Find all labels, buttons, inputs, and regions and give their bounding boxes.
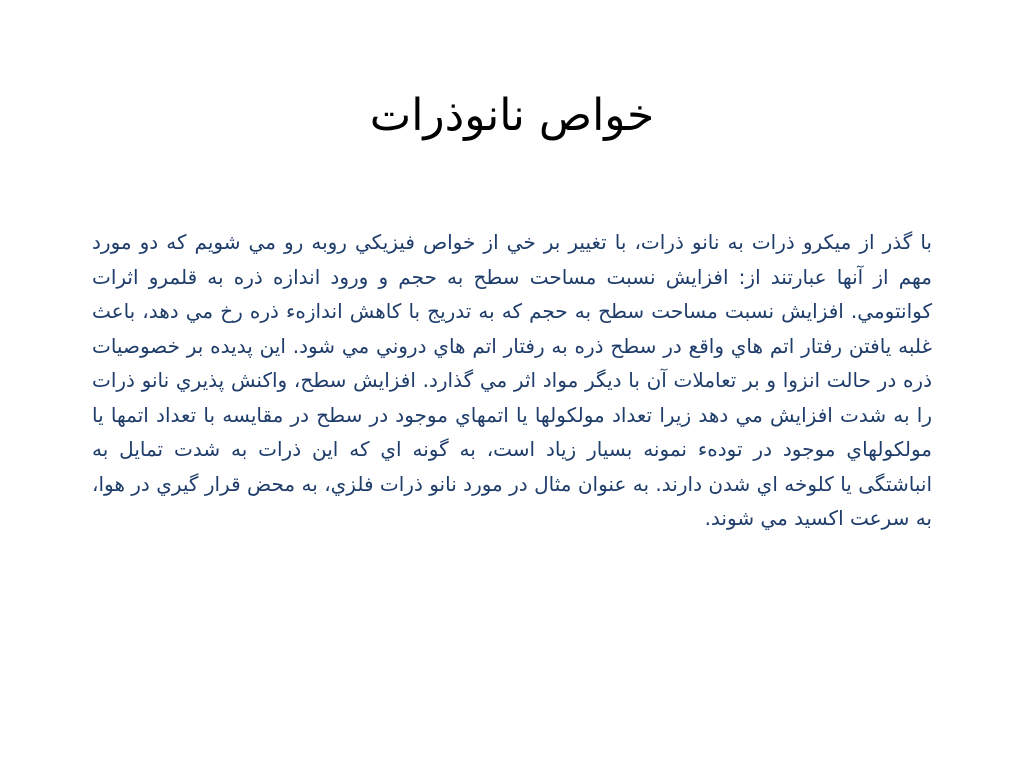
slide-title: خواص نانوذرات bbox=[369, 90, 655, 141]
slide-body-text: با گذر از ميکرو ذرات به نانو ذرات، با تغيير بر خي از خواص فيزيکي روبه رو مي شويم که دو مورد مهم از آنها عبارتند از: افزايش نسبت مساحت سطح به حجم و ورود اندازه ذره به قلمرو اثرات کوانتومي. افزايش نسبت مساحت سطح به حجم که به تدريج با کاهش اندازهء ذره رخ مي دهد، باعث غلبه يافتن رفتار اتم هاي واقع در سطح ذره به رفتار اتم هاي دروني مي شود. اين پديده بر خصوصيات ذره در حالت انزوا و بر تعاملات آن با ديگر مواد اثر مي گذارد. افزايش سطح، واکنش پذيري نانو ذرات را به شدت افزايش مي دهد زيرا تعداد مولکولها يا اتمهاي موجود در سطح در مقايسه با تعداد اتمها يا مولکولهاي موجود در تودهء نمونه بسيار زياد است، به گونه اي که اين ذرات به شدت تمايل به انباشتگی يا کلوخه اي شدن دارند. به عنوان مثال در مورد نانو ذرات فلزي، به محض قرار گيري در هوا، به سرعت اکسيد مي شوند. bbox=[92, 230, 932, 530]
